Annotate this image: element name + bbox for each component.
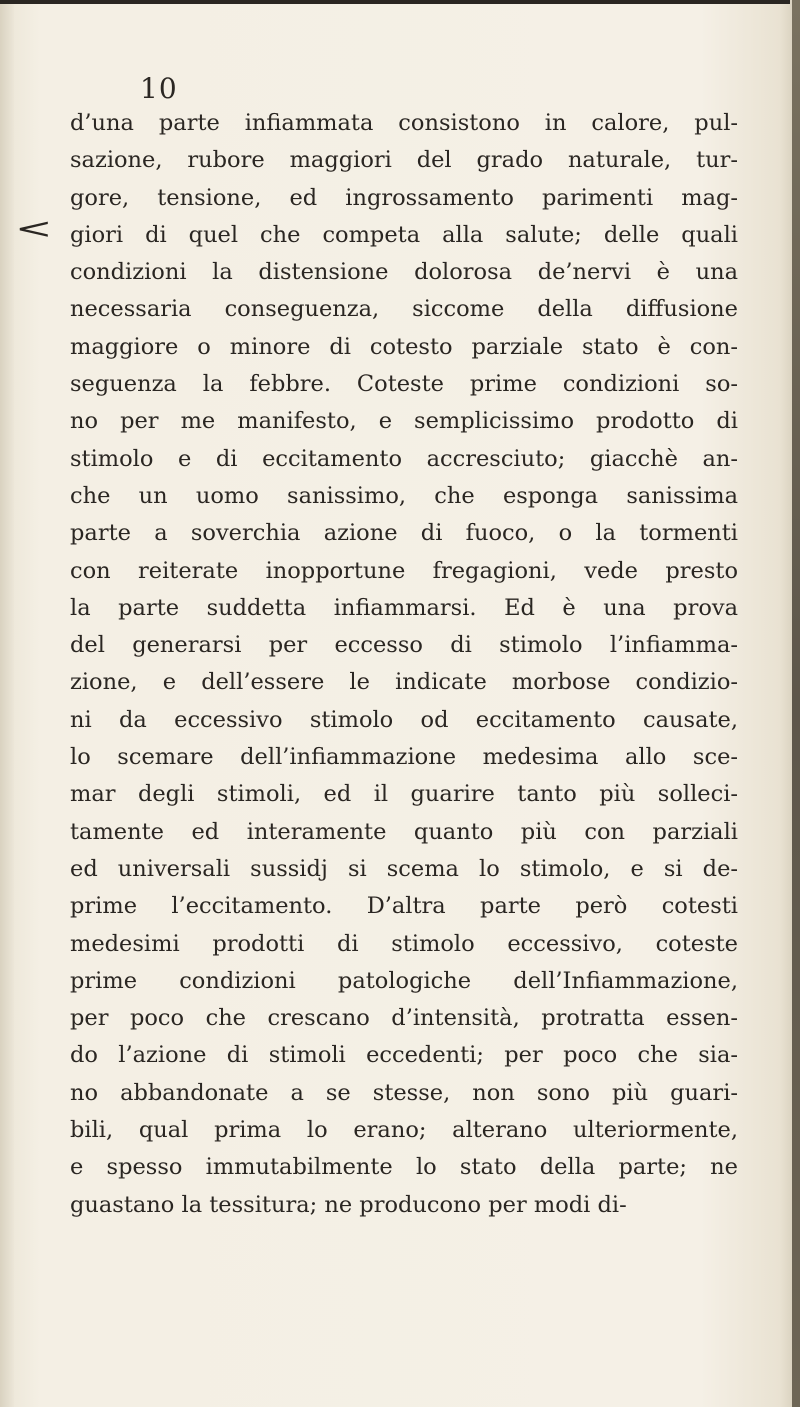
body-text [70,105,738,1224]
text-line: per poco che crescano d’intensità, protratta essen- [70,1005,738,1032]
text-line: condizioni la distensione dolorosa de’nervi è una [70,259,738,286]
text-line: no per me manifesto, e semplicissimo prodotto di [70,408,738,435]
text-line: e spesso immutabilmente lo stato della parte; ne [70,1154,738,1181]
text-line: tamente ed interamente quanto più con parziali [70,818,738,845]
text-line: parte a soverchia azione di fuoco, o la tormenti [70,520,738,547]
top-border-rule [0,0,790,4]
text-line: del generarsi per eccesso di stimolo l’infiamma- [70,632,738,659]
page-number: 10 [140,72,178,105]
text-line: prime condizioni patologiche dell’Infiammazione, [70,967,738,994]
text-line: d’una parte infiammata consistono in calore, pul- [70,110,738,136]
text-line: la parte suddetta infiammarsi. Ed è una prova [70,594,738,621]
text-line: bili, qual prima lo erano; alterano ulteriormente, [70,1117,738,1144]
text-line: guastano la tessitura; ne producono per modi di- [70,1191,627,1218]
text-line: do l’azione di stimoli eccedenti; per poco che sia- [70,1042,738,1069]
page-left-edge [0,0,14,1407]
text-line: sazione, rubore maggiori del grado naturale, tur- [70,147,738,174]
text-line: maggiore o minore di cotesto parziale stato è con- [70,333,738,360]
text-line: che un uomo sanissimo, che esponga sanissima [70,482,738,509]
text-line: con reiterate inopportune fregagioni, vede presto [70,557,738,584]
text-line: ed universali sussidj si scema lo stimolo, e si de- [70,855,738,882]
text-line: prime l’eccitamento. D’altra parte però cotesti [70,893,738,920]
text-line: ni da eccessivo stimolo od eccitamento causate, [70,706,738,733]
text-line: zione, e dell’essere le indicate morbose condizio- [70,669,738,696]
text-line: no abbandonate a se stesse, non sono più guari- [70,1079,738,1106]
text-line: necessaria conseguenza, siccome della diffusione [70,296,738,323]
text-line: giori di quel che competa alla salute; delle quali [70,221,738,248]
text-line: mar degli stimoli, ed il guarire tanto più solleci- [70,781,738,808]
text-line: stimolo e di eccitamento accresciuto; giacchè an- [70,445,738,472]
text-line: gore, tensione, ed ingrossamento parimenti mag- [70,184,738,211]
margin-mark: < [14,212,53,245]
page-right-edge [792,0,800,1407]
text-line: lo scemare dell’infiammazione medesima allo sce- [70,744,738,771]
text-line: seguenza la febbre. Coteste prime condizioni so- [70,371,738,398]
text-line: medesimi prodotti di stimolo eccessivo, coteste [70,930,738,957]
